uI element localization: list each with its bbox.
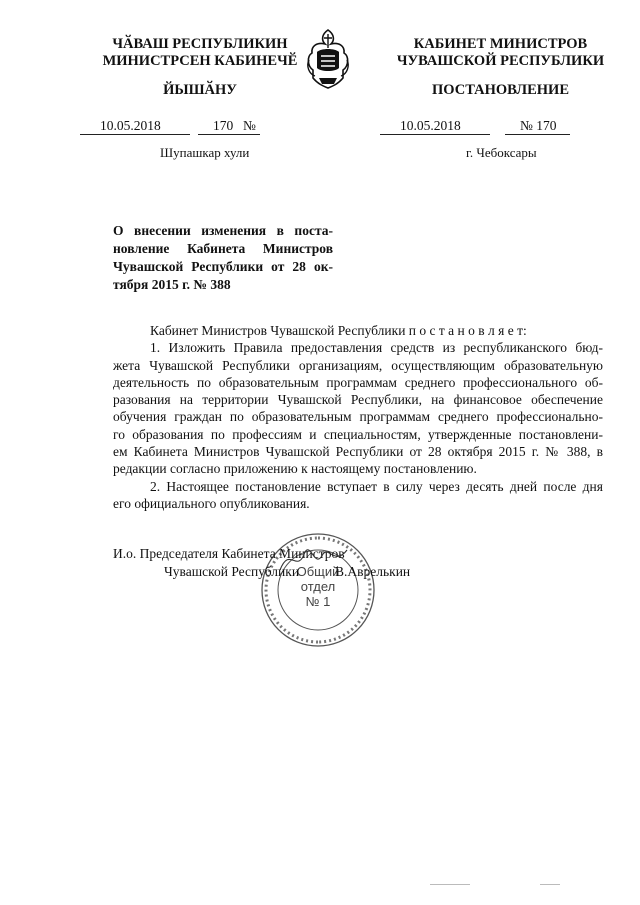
document-subject	[113, 222, 333, 294]
footer-mark-left	[430, 884, 470, 885]
header-right-doc-type: ПОСТАНОВЛЕНИЕ	[431, 82, 569, 98]
left-city: Шупашкар хули	[160, 145, 250, 160]
stamp-line3: № 1	[305, 594, 331, 609]
footer-mark-right	[540, 884, 560, 885]
body-intro: Кабинет Министров Чувашской Республики п о с т а н о в л я е т:	[150, 323, 527, 338]
header-left-org	[95, 36, 305, 70]
body-p1-line5: обучения граждан по образовательным программам среднего профессионально-	[113, 409, 603, 425]
body-p1-line2: жета Чувашской Республики организациям, осуществляющим образовательную	[113, 357, 603, 373]
body-p1-line4: разования на территории Чувашской Республики, на финансовое обеспечение	[113, 392, 603, 408]
body-p1-line1: 1. Изложить Правила предоставления средств из республиканского бюд-	[150, 340, 603, 356]
header-left-line1: ЧӐВАШ РЕСПУБЛИКИН	[112, 36, 288, 52]
subject-line1: О внесении изменения в поста-	[113, 223, 333, 238]
header-right-line2: ЧУВАШСКОЙ РЕСПУБЛИКИ	[396, 53, 605, 69]
body-p2-line2: его официального опубликования.	[113, 495, 310, 511]
left-no-sign: №	[243, 118, 256, 133]
handwritten-signature	[275, 540, 355, 580]
header-left-doc-type: ЙЫШӐНУ	[163, 82, 237, 98]
body-p1-line6: го образования по профессиям и специальностям, утвержденные постановлени-	[113, 426, 603, 442]
signature-title-line1: И.о. Председателя Кабинета Министров	[113, 546, 345, 561]
signature-title-line2: Чувашской Республики	[164, 564, 300, 579]
right-number-underline	[505, 134, 570, 135]
body-p2-line1: 2. Настоящее постановление вступает в силу через десять дней после дня	[150, 478, 603, 494]
subject-line2: новление Кабинета Министров	[113, 241, 333, 256]
body-p1-line8: редакции согласно приложению к настоящему постановлению.	[113, 461, 477, 477]
right-date: 10.05.2018	[400, 118, 461, 133]
right-date-underline	[380, 134, 490, 135]
subject-line4: тября 2015 г. № 388	[113, 277, 231, 292]
subject-line3: Чувашской Республики от 28 ок-	[113, 259, 333, 274]
left-number: 170	[213, 118, 234, 133]
signature-name: В.Аврелькин	[335, 564, 411, 579]
left-date: 10.05.2018	[100, 118, 161, 133]
header-right-line1: КАБИНЕТ МИНИСТРОВ	[413, 36, 588, 52]
stamp-line2: отдел	[300, 579, 336, 594]
body-p1-line3: деятельность по образовательным программам среднего профессионального об-	[113, 374, 603, 390]
coat-of-arms-emblem	[303, 26, 353, 90]
stamp-line1: Общий	[296, 564, 340, 579]
left-number-underline	[198, 134, 260, 135]
right-city: г. Чебоксары	[466, 145, 537, 160]
right-number: № 170	[520, 118, 557, 133]
body-text	[113, 322, 603, 512]
body-p1-line7: ем Кабинета Министров Чувашской Республики от 28 октября 2015 г. № 388, в	[113, 444, 603, 460]
header-left-line2: МИНИСТРСЕН КАБИНЕЧӖ	[102, 53, 298, 69]
left-date-underline	[80, 134, 190, 135]
header-right-org	[393, 36, 608, 70]
